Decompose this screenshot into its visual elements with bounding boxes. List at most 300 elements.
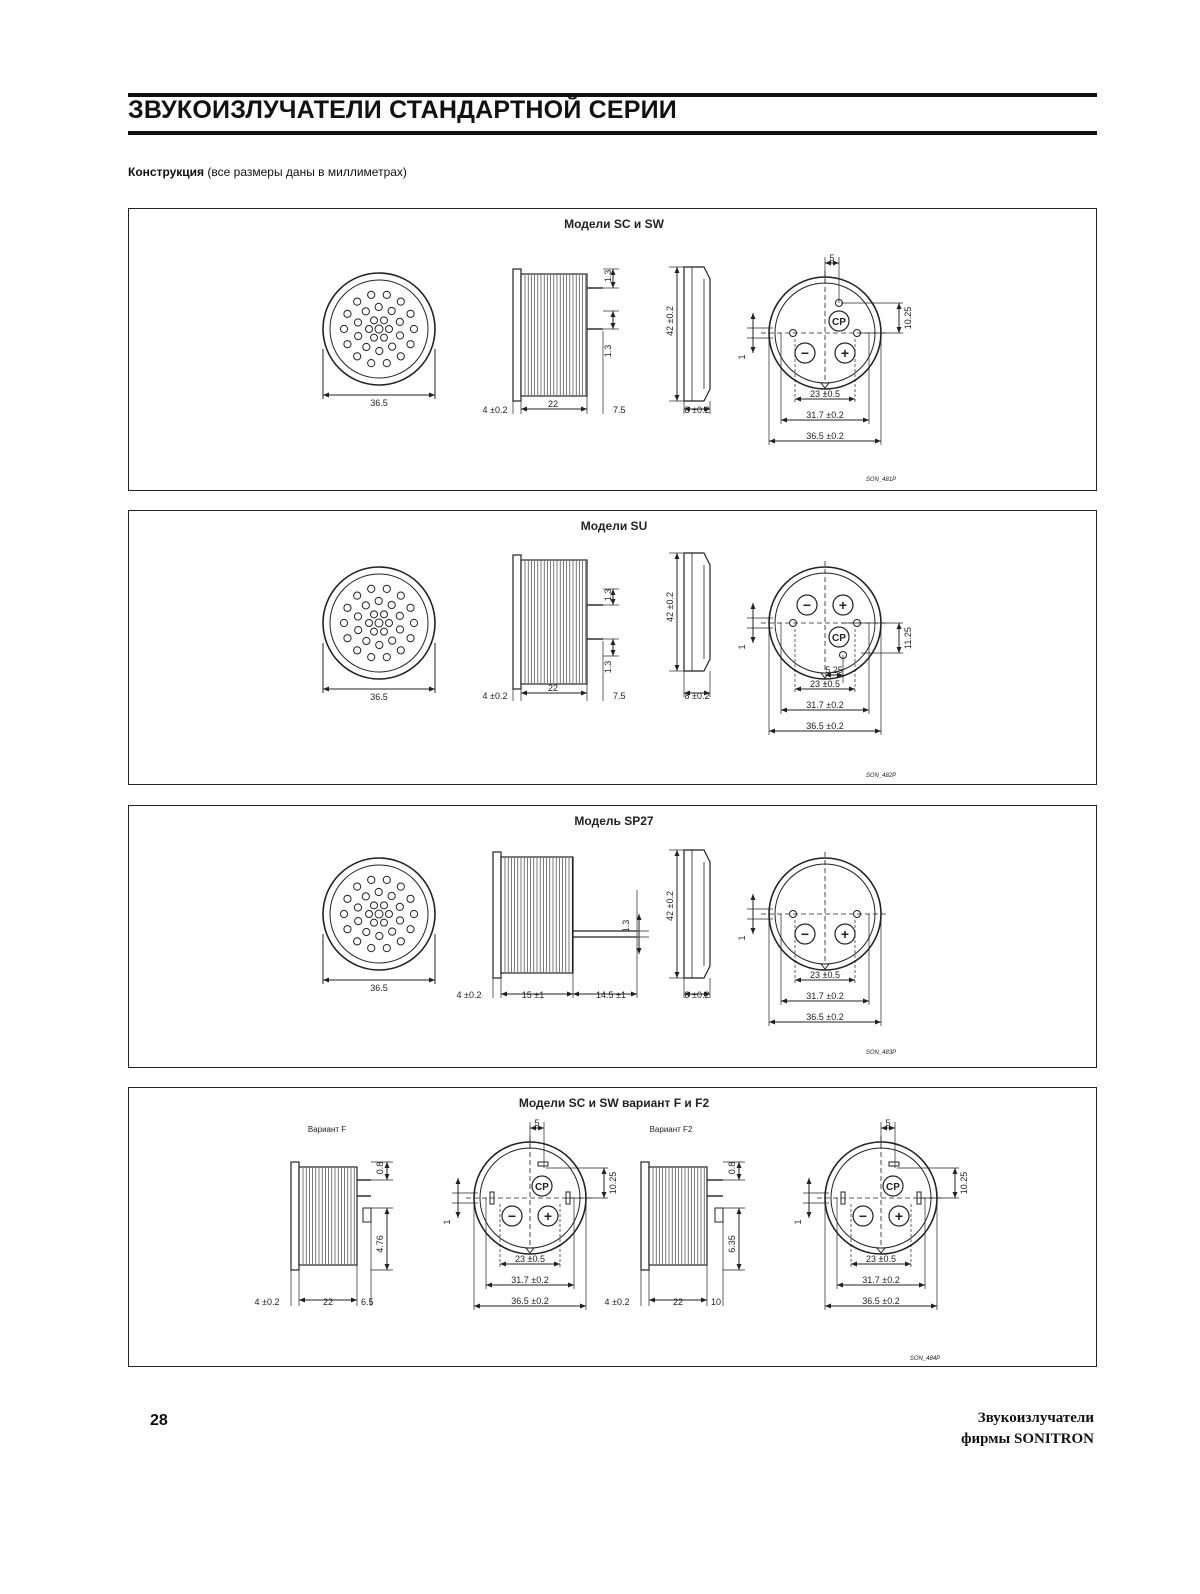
drawing-sp27 [129, 806, 1098, 1069]
grille-hole [344, 310, 351, 317]
subtitle-bold: Конструкция [128, 165, 205, 179]
dim-hex-height-label: 42 ±0.2 [665, 592, 675, 622]
dim-pin-gap-bot-label: 1.3 [603, 660, 613, 674]
sp-dim-36-arrow-l [769, 1020, 775, 1025]
varf-dim-31-arrow-r [568, 1283, 574, 1288]
sc-dim-small-arrow-t [751, 313, 756, 319]
grille-outer-rim [323, 858, 435, 970]
panel-title: Модель SP27 [574, 814, 654, 828]
varf-dim-36-label: 36.5 ±0.2 [511, 1296, 549, 1306]
dim-pin-gap-bot-arrow-b [611, 650, 616, 656]
var-f-dim-body-label: 22 [322, 1297, 334, 1307]
varf2-dim-side-offset-arrow-b [953, 1192, 958, 1198]
dim-body-arrow-r [567, 992, 573, 997]
varf-dim-small-label: 1 [442, 1219, 452, 1225]
dim-body-arrow-r [581, 691, 587, 696]
dim-hex-width-label: 8 ±0.2 [684, 405, 710, 415]
dim-front-diameter-label: 36.5 [370, 692, 388, 702]
var-f2-dim-tab-label: 6.35 [727, 1235, 737, 1253]
sp-dim-31-arrow-l [781, 999, 787, 1004]
grille-hole [368, 945, 375, 952]
dim-pin-label: 7.5 [613, 691, 626, 701]
grille-hole [368, 654, 375, 661]
varf2-dim-side-offset-label: 10.25 [959, 1171, 969, 1195]
dim-body-arrow-l [521, 407, 527, 412]
var-f2-dim-body-arrow-l [649, 1298, 655, 1303]
su-dim-23-label: 23 ±0.5 [810, 679, 840, 689]
grille-hole [368, 360, 375, 367]
su-dim-31-label: 31.7 ±0.2 [806, 700, 844, 710]
var-f-dim-body-arrow-r [351, 1298, 357, 1303]
dim-flange-label: 4 ±0.2 [456, 990, 482, 1000]
side-sc-flange [513, 269, 521, 401]
dim-pin-gap-bot-arrow-t [611, 311, 616, 317]
grille-hole [396, 903, 403, 910]
grille-hole [371, 334, 378, 341]
sc-dim-23-arrow-r [849, 397, 855, 402]
su-dim-31-arrow-r [863, 708, 869, 713]
grille-hole [340, 619, 347, 626]
grille-hole [366, 911, 373, 918]
footer-line-1: Звукоизлучатели [977, 1410, 1094, 1426]
subtitle [128, 165, 407, 179]
sc-terminal-plus-label: + [840, 345, 850, 361]
var-f-dim-gap-arrow-t [385, 1162, 390, 1168]
var-f-flange [291, 1162, 299, 1270]
grille-hole [366, 326, 373, 333]
su-dim-31-arrow-l [781, 708, 787, 713]
sp-key-notch [821, 964, 829, 969]
grille-hole [371, 628, 378, 635]
sc-dim-side-offset-arrow-t [897, 303, 902, 309]
drawing-code: SON_483P [865, 1050, 897, 1056]
grille-hole [383, 876, 390, 883]
grille-hole [362, 602, 369, 609]
grille-hole-center [375, 619, 383, 627]
varf2-key-notch [877, 1248, 885, 1253]
su-terminal-feedback-label: CP [832, 633, 846, 644]
varf-dim-small-arrow-b [456, 1212, 461, 1218]
grille-hole [340, 325, 347, 332]
grille-hole [381, 919, 388, 926]
su-dim-23-arrow-r [849, 687, 855, 692]
su-dim-small-arrow-b [751, 637, 756, 643]
side-su-flange [513, 555, 521, 689]
dim-hex-width-label: 8 ±0.2 [684, 691, 710, 701]
grille-hole [354, 319, 361, 326]
varf-dim-small-arrow-t [456, 1178, 461, 1184]
dim-front-diameter-arrow-l [323, 978, 329, 983]
drawing-code: SON_484P [909, 1356, 941, 1362]
sc-dim-23-label: 23 ±0.5 [810, 389, 840, 399]
sc-terminal-feedback-label: CP [832, 317, 846, 328]
dim-front-diameter-arrow-l [323, 687, 329, 692]
page-number: 28 [150, 1412, 168, 1429]
title-underline [128, 131, 1097, 135]
var-f2-dim-flange-label: 4 ±0.2 [604, 1297, 630, 1307]
grille-hole [383, 654, 390, 661]
su-dim-side-offset-arrow-t [897, 623, 902, 629]
drawing-su [129, 511, 1098, 786]
dim-hex-height-arrow-b [675, 665, 680, 671]
grille-hole [368, 585, 375, 592]
grille-hole [383, 291, 390, 298]
dim-pin-gap-bot-label: 1.3 [603, 344, 613, 358]
varf-dim-31-label: 31.7 ±0.2 [511, 1275, 549, 1285]
grille-hole [396, 917, 403, 924]
su-dim-36-label: 36.5 ±0.2 [806, 721, 844, 731]
grille-hole [344, 926, 351, 933]
grille-hole [371, 902, 378, 909]
varf2-dim-36-arrow-l [825, 1304, 831, 1309]
dim-body-label: 22 [547, 399, 559, 409]
grille-hole [410, 910, 417, 917]
dim-body-arrow-l [501, 992, 507, 997]
var-f-dim-gap-label: 0.8 [375, 1161, 385, 1175]
var-f-dim-tab-arrow-t [385, 1208, 390, 1214]
varf-terminal-plus-label: + [543, 1208, 553, 1224]
su-dim-525-label: 5.25 [825, 665, 843, 675]
grille-hole-center [375, 910, 383, 918]
grille-hole [355, 626, 362, 633]
grille-hole [407, 635, 414, 642]
side-sc-hex-nut [684, 267, 710, 401]
dim-pin-label: 7.5 [613, 405, 626, 415]
sc-dim-31-label: 31.7 ±0.2 [806, 410, 844, 420]
grille-hole [381, 611, 388, 618]
var-f2-dim-tab-arrow-t [737, 1208, 742, 1214]
dim-pin-gap-bot-arrow-b [611, 323, 616, 329]
varf-dim-36-arrow-r [580, 1304, 586, 1309]
sp-terminal-minus-label: − [800, 926, 810, 942]
varf-dim-23-arrow-r [554, 1262, 560, 1267]
dim-hex-height-label: 42 ±0.2 [665, 306, 675, 336]
sc-dim-31-arrow-l [781, 418, 787, 423]
sp-dim-small-arrow-t [751, 894, 756, 900]
varf2-dim-23-label: 23 ±0.5 [866, 1254, 896, 1264]
varf2-dim-small-arrow-b [807, 1212, 812, 1218]
grille-hole [354, 353, 361, 360]
grille-hole [381, 902, 388, 909]
grille-hole [396, 332, 403, 339]
varf2-dim-side-offset-arrow-t [953, 1168, 958, 1174]
varf-solder-tab [538, 1162, 548, 1166]
var-f-dim-gap-arrow-b [385, 1174, 390, 1180]
dim-body-arrow-l [521, 691, 527, 696]
grille-hole [383, 585, 390, 592]
grille-hole [388, 892, 395, 899]
varf-terminal-feedback-label: CP [535, 1182, 549, 1193]
var-f2-dim-gap-arrow-b [737, 1174, 742, 1180]
variant-f-label: Вариант F [307, 1125, 347, 1134]
grille-outer-rim [323, 567, 435, 679]
sp-dim-31-label: 31.7 ±0.2 [806, 991, 844, 1001]
grille-hole [396, 318, 403, 325]
varf-dim-side-offset-label: 10.25 [608, 1171, 618, 1195]
varf2-solder-tab [889, 1162, 899, 1166]
varf-key-notch [526, 1248, 534, 1253]
grille-hole [410, 325, 417, 332]
dim-hex-width-label: 8 ±0.2 [684, 990, 710, 1000]
grille-hole [397, 592, 404, 599]
grille-hole [344, 635, 351, 642]
grille-hole [368, 291, 375, 298]
dim-lead-arrow-l [573, 992, 579, 997]
dim-lead-arrow-r [631, 992, 637, 997]
drawing-code: SON_482P [865, 773, 897, 779]
varf2-dim-31-arrow-l [837, 1283, 843, 1288]
sp-dim-small-label: 1 [737, 935, 747, 941]
varf2-dim-36-arrow-r [931, 1304, 937, 1309]
panel-title: Модели SC и SW вариант F и F2 [518, 1096, 710, 1110]
dim-hex-height-arrow-t [675, 267, 680, 273]
sc-dim-36-arrow-l [769, 439, 775, 444]
var-f-dim-tab-arrow-b [385, 1264, 390, 1270]
dim-pin-gap-top-label: 1.3 [603, 269, 613, 283]
grille-hole [376, 347, 383, 354]
sp-dim-23-arrow-l [795, 978, 801, 983]
grille-hole [344, 341, 351, 348]
dim-front-diameter-arrow-r [429, 978, 435, 983]
var-f2-threaded-body [649, 1167, 707, 1265]
dim-front-diameter-arrow-l [323, 393, 329, 398]
dim-body-label: 22 [547, 683, 559, 693]
grille-hole [397, 938, 404, 945]
su-dim-23-arrow-l [795, 687, 801, 692]
var-f2-dim-tab-arrow-b [737, 1264, 742, 1270]
grille-hole [354, 298, 361, 305]
varf-dim-side-offset-arrow-t [602, 1168, 607, 1174]
grille-hole [371, 317, 378, 324]
grille-hole [389, 343, 396, 350]
grille-hole [397, 298, 404, 305]
grille-hole [362, 308, 369, 315]
drawing-variant-f [129, 1088, 1098, 1368]
grille-inner-rim [330, 280, 428, 378]
grille-hole [376, 932, 383, 939]
su-dim-side-offset-arrow-b [897, 647, 902, 653]
grille-hole [407, 310, 414, 317]
dim-flange-label: 4 ±0.2 [482, 691, 508, 701]
dim-front-diameter-label: 36.5 [370, 983, 388, 993]
su-dim-36-arrow-l [769, 729, 775, 734]
footer-brand [961, 1408, 1094, 1450]
panel-variant-f [128, 1087, 1097, 1367]
grille-hole [344, 604, 351, 611]
varf2-dim-top-offset-label: 5 [885, 1118, 891, 1128]
var-f-threaded-body [299, 1167, 357, 1265]
footer-line-2: фирмы SONITRON [961, 1431, 1094, 1447]
grille-hole [397, 353, 404, 360]
dim-hex-height-arrow-b [675, 972, 680, 978]
sc-dim-small-arrow-b [751, 347, 756, 353]
sc-dim-36-label: 36.5 ±0.2 [806, 431, 844, 441]
varf2-dim-23-arrow-r [905, 1262, 911, 1267]
grille-hole [375, 303, 382, 310]
varf-dim-23-arrow-l [500, 1262, 506, 1267]
sc-dim-top-offset-label: 5 [829, 253, 835, 263]
su-dim-36-arrow-r [875, 729, 881, 734]
var-f-solder-tab [363, 1208, 371, 1222]
dim-front-diameter-arrow-r [429, 687, 435, 692]
dim-hex-height-arrow-t [675, 850, 680, 856]
varf2-terminal-minus-label: − [858, 1208, 868, 1224]
grille-hole [381, 334, 388, 341]
sp-dim-small-arrow-b [751, 928, 756, 934]
grille-outer-rim [323, 273, 435, 385]
grille-hole [362, 893, 369, 900]
sp-dim-36-label: 36.5 ±0.2 [806, 1012, 844, 1022]
varf2-dim-36-label: 36.5 ±0.2 [862, 1296, 900, 1306]
su-terminal-minus-label: − [802, 597, 812, 613]
varf-dim-top-offset-label: 5 [534, 1118, 540, 1128]
var-f-dim-pin-label: 6.5 [361, 1297, 374, 1307]
dim-pin-gap-label: 1.3 [621, 919, 631, 933]
sc-dim-small-label: 1 [737, 354, 747, 360]
dim-hex-height-label: 42 ±0.2 [665, 891, 675, 921]
grille-hole [388, 307, 395, 314]
grille-hole [354, 613, 361, 620]
dim-front-diameter-label: 36.5 [370, 398, 388, 408]
grille-hole [407, 341, 414, 348]
grille-hole [407, 926, 414, 933]
varf-dim-23-label: 23 ±0.5 [515, 1254, 545, 1264]
grille-hole [397, 883, 404, 890]
grille-hole [355, 332, 362, 339]
grille-hole [375, 597, 382, 604]
drawing-code: SON_481P [865, 477, 897, 483]
varf2-terminal-plus-label: + [894, 1208, 904, 1224]
sc-dim-side-offset-label: 10.25 [903, 306, 913, 330]
su-dim-side-offset-label: 11.25 [903, 627, 913, 649]
sc-terminal-minus-label: − [800, 345, 810, 361]
side-sp-flange [493, 852, 501, 978]
drawing-sc-sw [129, 209, 1098, 492]
sc-dim-31-arrow-r [863, 418, 869, 423]
su-dim-small-arrow-t [751, 603, 756, 609]
grille-hole [366, 620, 373, 627]
panel-su [128, 510, 1097, 785]
grille-hole [354, 938, 361, 945]
su-terminal-plus-label: + [838, 597, 848, 613]
var-f2-dim-gap-label: 0.8 [727, 1161, 737, 1175]
var-f2-flange [641, 1162, 649, 1270]
grille-hole [354, 883, 361, 890]
grille-hole [410, 619, 417, 626]
dim-flange-label: 4 ±0.2 [482, 405, 508, 415]
sc-dim-23-arrow-l [795, 397, 801, 402]
grille-hole [381, 317, 388, 324]
side-su-hex-nut [684, 553, 710, 671]
sc-dim-36-arrow-r [875, 439, 881, 444]
grille-hole [355, 917, 362, 924]
grille-hole [354, 647, 361, 654]
sp-dim-23-arrow-r [849, 978, 855, 983]
var-f-dim-body-arrow-l [299, 1298, 305, 1303]
grille-hole [389, 637, 396, 644]
grille-hole [371, 611, 378, 618]
dim-hex-height-arrow-b [675, 395, 680, 401]
sp-dim-23-label: 23 ±0.5 [810, 970, 840, 980]
grille-hole [386, 326, 393, 333]
variant-f2-label: Вариант F2 [649, 1125, 693, 1134]
grille-hole [396, 612, 403, 619]
sp-terminal-plus-label: + [840, 926, 850, 942]
grille-hole [388, 601, 395, 608]
varf2-dim-31-label: 31.7 ±0.2 [862, 1275, 900, 1285]
grille-inner-rim [330, 865, 428, 963]
var-f2-dim-gap-arrow-t [737, 1162, 742, 1168]
panel-sc-sw [128, 208, 1097, 491]
dim-front-diameter-arrow-r [429, 393, 435, 398]
grille-hole [383, 945, 390, 952]
subtitle-rest: (все размеры даны в миллиметрах) [207, 165, 407, 179]
grille-hole [354, 904, 361, 911]
grille-hole [396, 626, 403, 633]
var-f2-dim-body-arrow-r [701, 1298, 707, 1303]
grille-hole [375, 888, 382, 895]
grille-hole [397, 647, 404, 654]
su-dim-small-label: 1 [737, 644, 747, 650]
sp-dim-36-arrow-r [875, 1020, 881, 1025]
dim-pin-gap-top-label: 1.3 [603, 588, 613, 602]
side-sp-hex-nut [684, 850, 710, 978]
panel-sp27 [128, 805, 1097, 1068]
panel-title: Модели SC и SW [564, 217, 664, 231]
var-f2-dim-pin-label: 10 [711, 1297, 722, 1307]
sp-dim-31-arrow-r [863, 999, 869, 1004]
grille-inner-rim [330, 574, 428, 672]
grille-hole [381, 628, 388, 635]
page-title: ЗВУКОИЗЛУЧАТЕЛИ СТАНДАРТНОЙ СЕРИИ [128, 96, 677, 124]
grille-hole [363, 637, 370, 644]
var-f-dim-flange-label: 4 ±0.2 [254, 1297, 280, 1307]
varf2-dim-31-arrow-r [919, 1283, 925, 1288]
varf2-dim-23-arrow-l [851, 1262, 857, 1267]
grille-hole [340, 910, 347, 917]
var-f-dim-tab-label: 4.76 [375, 1235, 385, 1253]
grille-hole [376, 641, 383, 648]
varf-dim-36-arrow-l [474, 1304, 480, 1309]
dim-lead-label: 14.5 ±1 [596, 990, 626, 1000]
grille-hole [407, 604, 414, 611]
grille-hole [363, 928, 370, 935]
var-f2-solder-tab [715, 1208, 723, 1222]
grille-hole [383, 360, 390, 367]
varf2-terminal-feedback-label: CP [886, 1182, 900, 1193]
grille-hole-center [375, 325, 383, 333]
dim-body-label: 15 ±1 [521, 990, 545, 1000]
dim-pin-gap-bot-arrow-t [611, 639, 616, 645]
dim-hex-height-arrow-t [675, 553, 680, 559]
varf-dim-side-offset-arrow-b [602, 1192, 607, 1198]
grille-hole [386, 911, 393, 918]
sc-key-notch [821, 383, 829, 388]
grille-hole [368, 876, 375, 883]
grille-hole [354, 592, 361, 599]
panel-title: Модели SU [580, 519, 648, 533]
dim-body-arrow-r [581, 407, 587, 412]
sc-dim-side-offset-arrow-b [897, 327, 902, 333]
grille-hole [363, 343, 370, 350]
grille-hole [371, 919, 378, 926]
grille-hole [389, 928, 396, 935]
varf2-dim-small-label: 1 [793, 1219, 803, 1225]
var-f2-dim-body-label: 22 [672, 1297, 684, 1307]
grille-hole [344, 895, 351, 902]
varf2-dim-small-arrow-t [807, 1178, 812, 1184]
grille-hole [386, 620, 393, 627]
